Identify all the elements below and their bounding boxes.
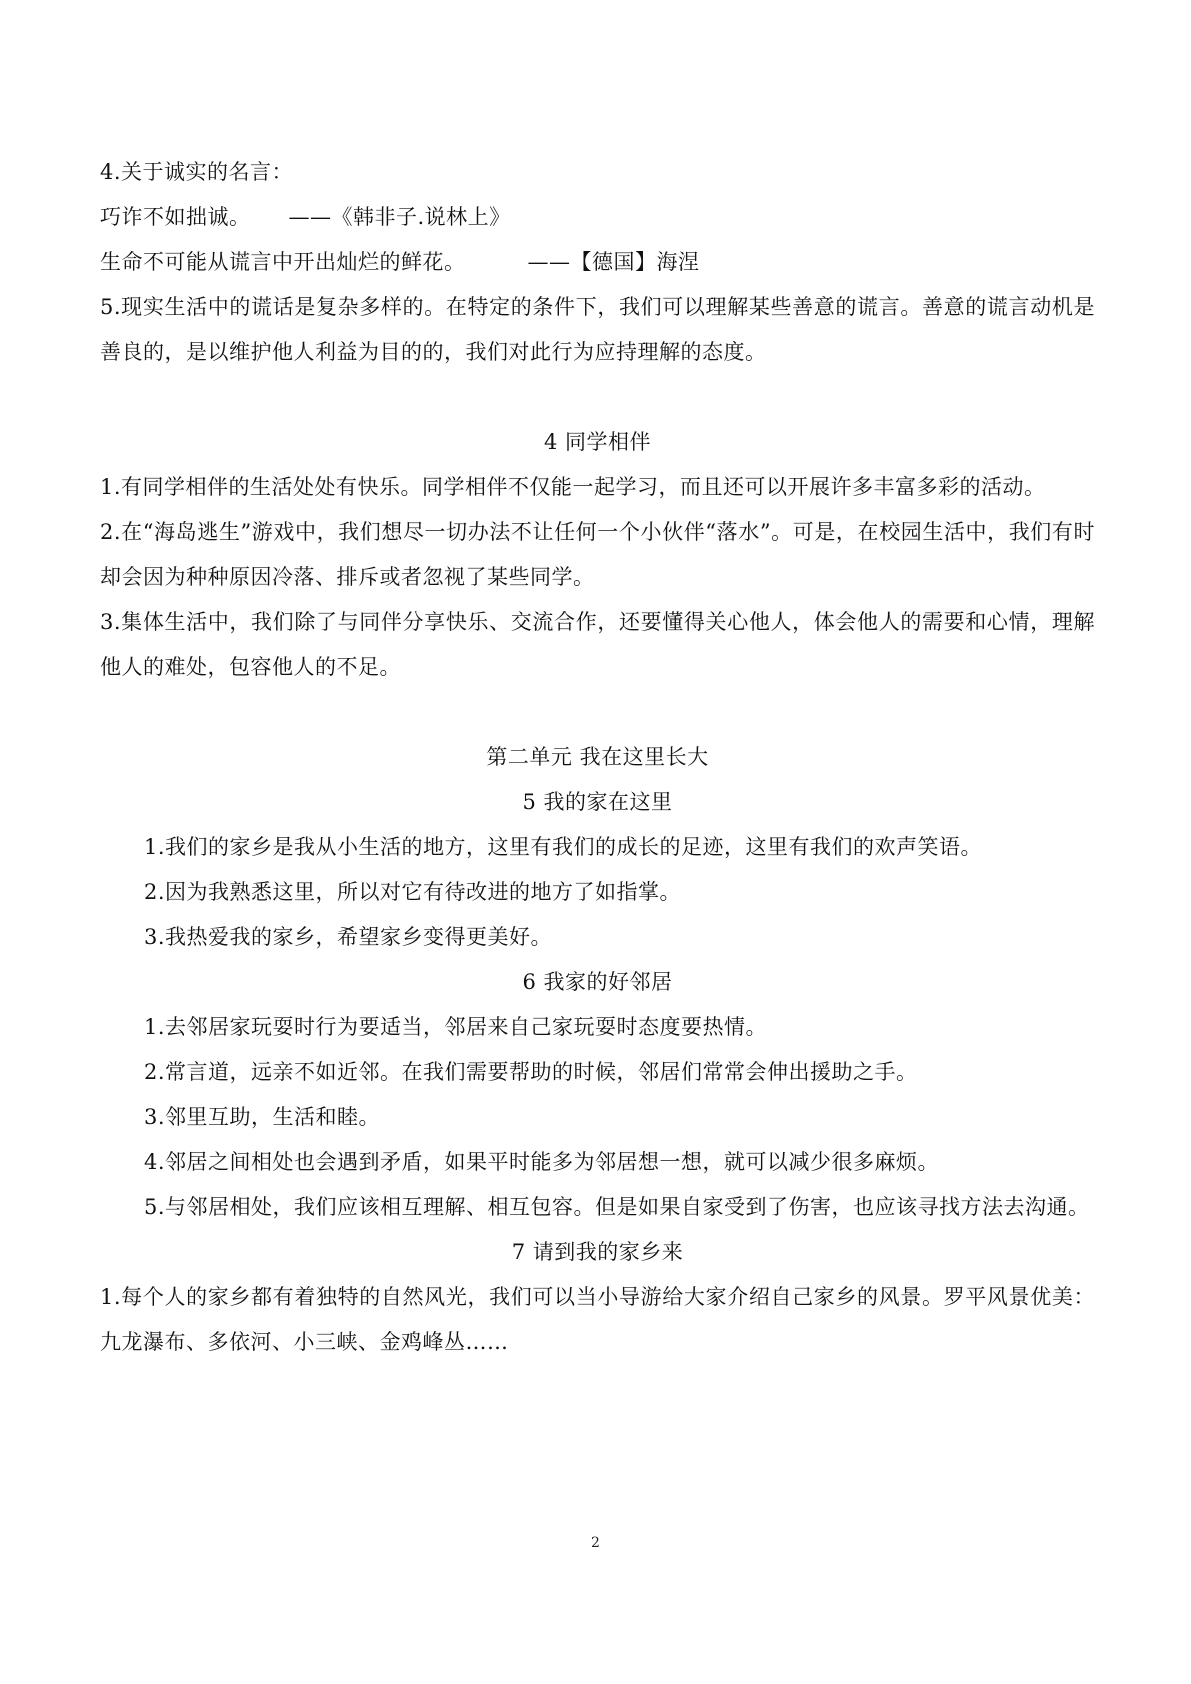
lesson-6-item-3: 3.邻里互助，生活和睦。	[144, 1105, 381, 1129]
white-lie-paragraph: 5.现实生活中的谎话是复杂多样的。在特定的条件下，我们可以理解某些善意的谎言。善意的谎言动机是善良的，是以维护他人利益为目的的，我们对此行为应持理解的态度。	[100, 295, 1095, 364]
honesty-quotes-heading: 4.关于诚实的名言：	[100, 160, 294, 184]
page-number: 2	[591, 1535, 600, 1551]
lesson-6-title: 6 我家的好邻居	[522, 970, 673, 994]
quote-2-text: 生命不可能从谎言中开出灿烂的鲜花。	[100, 250, 466, 274]
lesson-4-title: 4 同学相伴	[543, 430, 652, 454]
lesson-6-item-4: 4.邻居之间相处也会遇到矛盾，如果平时能多为邻居想一想，就可以减少很多麻烦。	[144, 1150, 940, 1174]
spacer	[100, 375, 1095, 420]
lesson-4-item-1: 1.有同学相伴的生活处处有快乐。同学相伴不仅能一起学习，而且还可以开展许多丰富多彩的活动。	[100, 475, 1046, 499]
quote-line-2	[100, 240, 1095, 285]
unit-2-title: 第二单元 我在这里长大	[486, 745, 709, 769]
lesson-5-item-3: 3.我热爱我的家乡，希望家乡变得更美好。	[144, 925, 553, 949]
lesson-4-item-2: 2.在“海岛逃生”游戏中，我们想尽一切办法不让任何一个小伙伴“落水”。可是，在校园生活中，我们有时却会因为种种原因冷落、排斥或者忽视了某些同学。	[100, 520, 1095, 589]
lesson-5-item-1: 1.我们的家乡是我从小生活的地方，这里有我们的成长的足迹，这里有我们的欢声笑语。	[144, 835, 983, 859]
lesson-6-item-2: 2.常言道，远亲不如近邻。在我们需要帮助的时候，邻居们常常会伸出援助之手。	[144, 1060, 918, 1084]
quote-line-1	[100, 195, 1095, 240]
lesson-5-title: 5 我的家在这里	[522, 790, 673, 814]
lesson-7-item-1: 1.每个人的家乡都有着独特的自然风光，我们可以当小导游给大家介绍自己家乡的风景。罗平风景优美：九龙瀑布、多依河、小三峡、金鸡峰丛……	[100, 1285, 1095, 1354]
page-content	[100, 150, 1095, 1365]
lesson-4-item-3: 3.集体生活中，我们除了与同伴分享快乐、交流合作，还要懂得关心他人，体会他人的需要和心情，理解他人的难处，包容他人的不足。	[100, 610, 1095, 679]
lesson-7-title: 7 请到我的家乡来	[511, 1240, 684, 1264]
quote-1-source: ——《韩非子.说林上》	[288, 205, 511, 229]
lesson-6-item-5: 5.与邻居相处，我们应该相互理解、相互包容。但是如果自家受到了伤害，也应该寻找方法去沟通。	[144, 1195, 1090, 1219]
quote-1-text: 巧诈不如拙诚。	[100, 205, 251, 229]
spacer	[100, 690, 1095, 735]
lesson-6-item-1: 1.去邻居家玩耍时行为要适当，邻居来自己家玩耍时态度要热情。	[144, 1015, 768, 1039]
lesson-5-item-2: 2.因为我熟悉这里，所以对它有待改进的地方了如指掌。	[144, 880, 682, 904]
quote-2-source: ——【德国】海涅	[527, 250, 700, 274]
